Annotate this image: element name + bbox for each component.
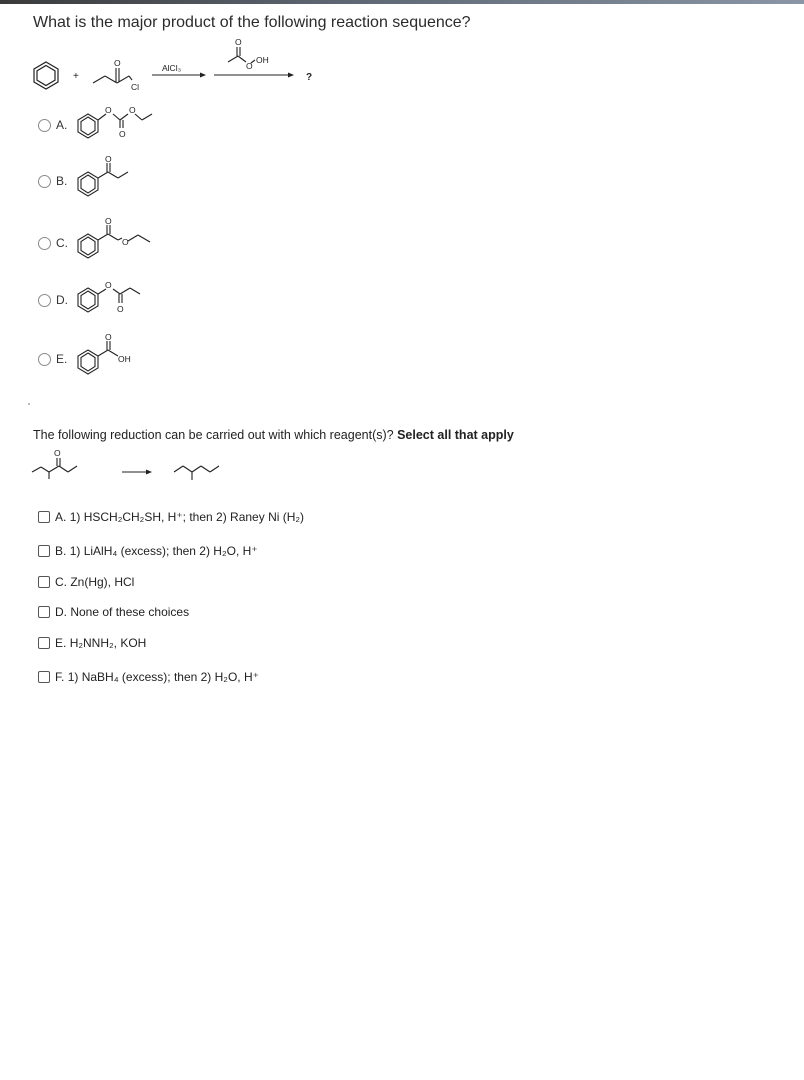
option-b-structure: [68, 152, 178, 202]
svg-text:O: O: [129, 105, 136, 115]
option-a-radio[interactable]: [38, 119, 51, 132]
choice-d-letter: D.: [55, 605, 67, 619]
benzene-structure: [34, 62, 58, 89]
option-d-letter: D.: [56, 293, 68, 307]
option-b-radio[interactable]: [38, 175, 51, 188]
svg-text:O: O: [117, 304, 124, 314]
choice-e-letter: E.: [55, 636, 67, 650]
option-c-radio[interactable]: [38, 237, 51, 250]
option-a-letter: A.: [56, 118, 68, 132]
choice-d-checkbox[interactable]: [38, 606, 50, 618]
choice-d-text: None of these choices: [70, 605, 190, 619]
peracid-oh-label: OH: [256, 55, 269, 65]
choice-a-checkbox[interactable]: [38, 511, 50, 523]
alcl3-label: AlCl₃: [162, 63, 182, 73]
choice-b-checkbox[interactable]: [38, 545, 50, 557]
question2-title-emphasis: Select all that apply: [397, 428, 514, 442]
choice-e-checkbox[interactable]: [38, 637, 50, 649]
plus-sign: +: [73, 71, 79, 82]
option-b-letter: B.: [56, 174, 68, 188]
svg-text:O: O: [105, 332, 112, 342]
option-c-structure: [68, 214, 178, 264]
svg-text:O: O: [119, 129, 126, 139]
choice-f-checkbox[interactable]: [38, 671, 50, 683]
svg-text:O: O: [122, 237, 129, 247]
choice-c-checkbox[interactable]: [38, 576, 50, 588]
reduction-scheme: [28, 446, 228, 486]
acyl-o-label: O: [114, 58, 121, 68]
option-c-letter: C.: [56, 236, 68, 250]
question2-title: [33, 428, 514, 442]
peracid-o-label: O: [246, 61, 253, 71]
choice-d-row[interactable]: [38, 604, 189, 620]
product-question-mark: ?: [306, 72, 313, 83]
option-e-letter: E.: [56, 352, 68, 366]
choice-f-text: 1) NaBH₄ (excess); then 2) H₂O, H⁺: [67, 670, 259, 684]
choice-c-row[interactable]: [38, 574, 134, 590]
svg-text:O: O: [105, 280, 112, 290]
choice-a-row[interactable]: [38, 509, 304, 525]
choice-b-row[interactable]: [38, 543, 258, 559]
choice-e-row[interactable]: [38, 635, 146, 651]
question2-title-text: The following reduction can be carried out with which reagent(s)?: [33, 428, 394, 442]
svg-text:O: O: [105, 216, 112, 226]
svg-text:OH: OH: [118, 354, 131, 364]
reactant-o-label: O: [54, 448, 61, 458]
option-d-structure: [68, 272, 178, 322]
svg-text:O: O: [105, 154, 112, 164]
choice-f-letter: F.: [55, 670, 65, 684]
svg-text:O: O: [235, 37, 242, 47]
choice-b-letter: B.: [55, 544, 67, 558]
option-d-radio[interactable]: [38, 294, 51, 307]
reaction-scheme: [0, 0, 804, 110]
choice-c-letter: C.: [55, 575, 67, 589]
acyl-chloride-structure: [93, 68, 132, 83]
choice-b-text: 1) LiAlH₄ (excess); then 2) H₂O, H⁺: [69, 544, 258, 558]
stray-dot: [28, 403, 30, 405]
choice-e-text: H₂NNH₂, KOH: [69, 636, 147, 650]
option-e-radio[interactable]: [38, 353, 51, 366]
question1-title: What is the major product of the following reaction sequence?: [33, 14, 471, 31]
option-e-structure: [68, 330, 178, 380]
choice-a-letter: A.: [55, 510, 67, 524]
option-a-structure: [68, 98, 178, 148]
svg-text:O: O: [105, 105, 112, 115]
acyl-cl-label: Cl: [131, 82, 140, 92]
choice-a-text: 1) HSCH₂CH₂SH, H⁺; then 2) Raney Ni (H₂): [69, 510, 305, 524]
choice-f-row[interactable]: [38, 669, 259, 685]
choice-c-text: Zn(Hg), HCl: [70, 575, 135, 589]
